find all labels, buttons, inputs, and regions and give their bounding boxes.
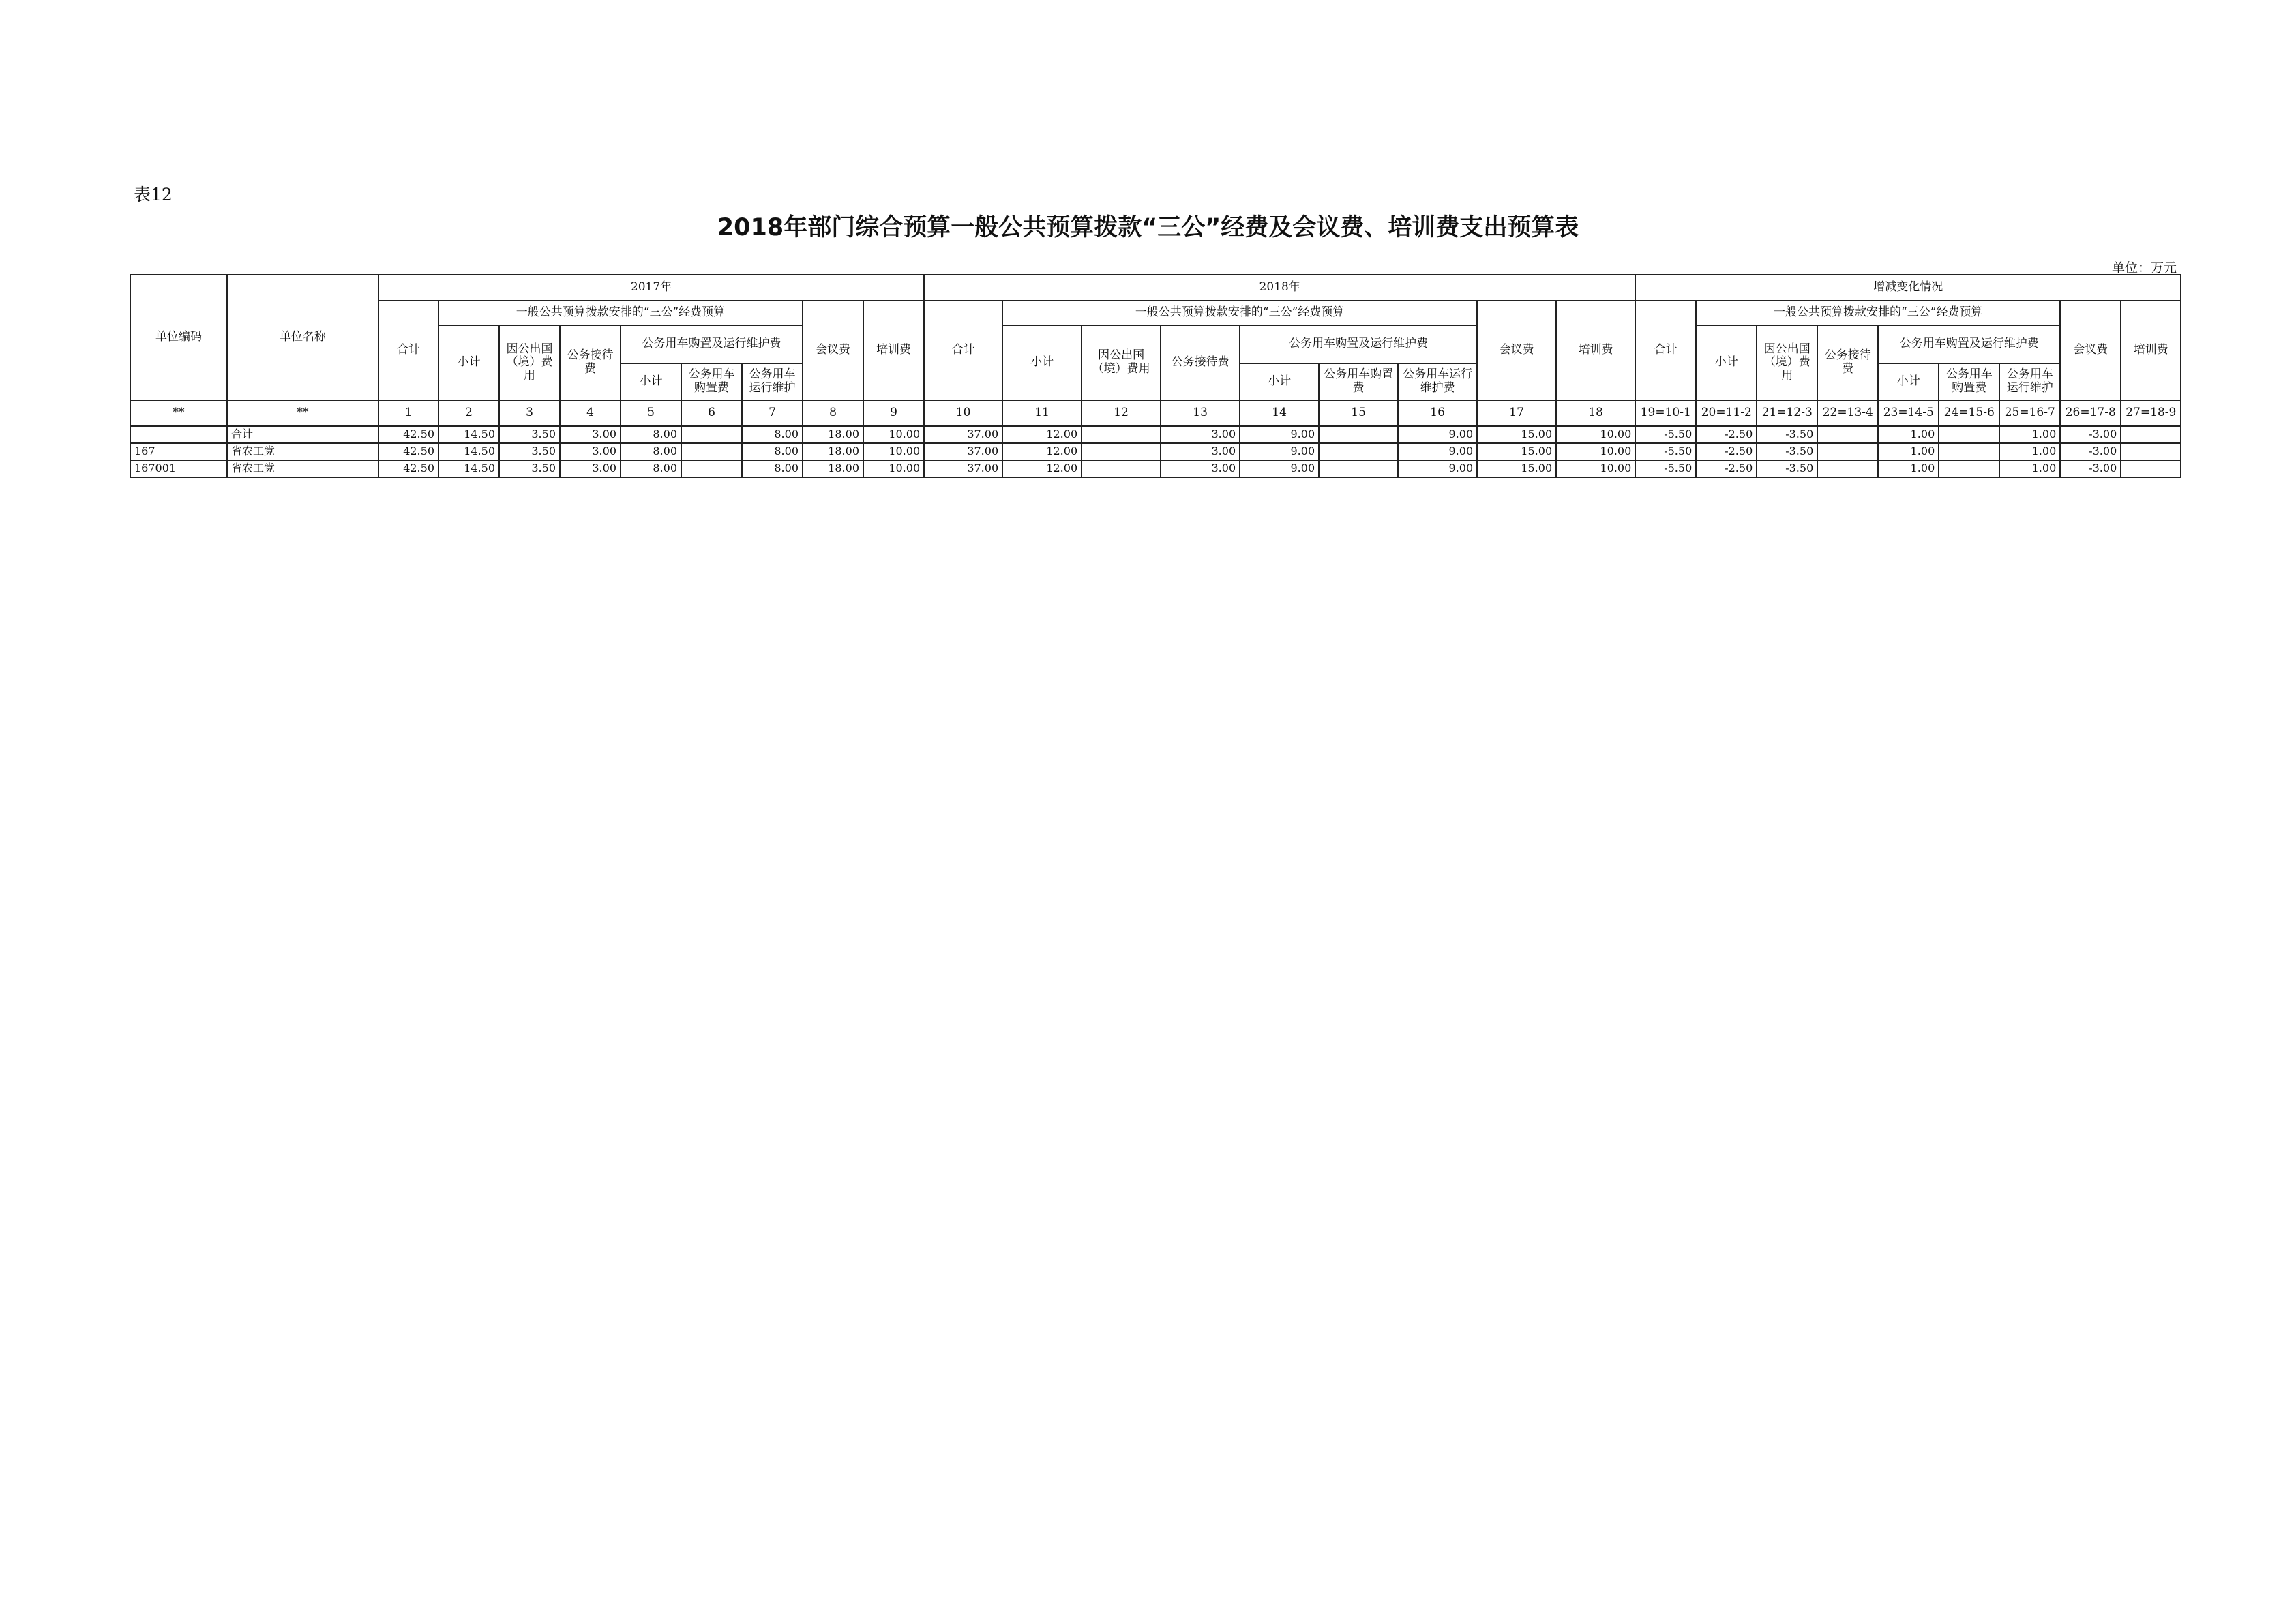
header-change: 增减变化情况	[1635, 275, 2181, 301]
value-cell: 8.00	[621, 443, 681, 460]
value-cell: 10.00	[1556, 426, 1635, 443]
value-cell	[2121, 443, 2181, 460]
header-vehicle-maint-change: 公务用车运行维护	[1999, 363, 2060, 400]
header-sangong-change: 一般公共预算拨款安排的“三公”经费预算	[1696, 301, 2060, 325]
value-cell: 3.00	[560, 443, 621, 460]
header-subtotal-change: 小计	[1696, 325, 1757, 400]
header-meeting-2018: 会议费	[1477, 301, 1556, 400]
header-reception-2018: 公务接待费	[1161, 325, 1240, 400]
unit-code-cell: 167001	[130, 460, 227, 477]
header-sangong-2018: 一般公共预算拨款安排的“三公”经费预算	[1002, 301, 1477, 325]
value-cell	[1082, 426, 1161, 443]
header-year-2017: 2017年	[378, 275, 924, 301]
value-cell: 8.00	[742, 426, 803, 443]
value-cell: 37.00	[924, 443, 1002, 460]
value-cell	[1817, 443, 1878, 460]
column-number: 7	[742, 400, 803, 426]
value-cell: 1.00	[1878, 443, 1939, 460]
unit-code-cell: 167	[130, 443, 227, 460]
column-number: 15	[1319, 400, 1398, 426]
value-cell	[1939, 426, 1999, 443]
column-number: 27=18-9	[2121, 400, 2181, 426]
column-number: 19=10-1	[1635, 400, 1696, 426]
header-meeting-change: 会议费	[2060, 301, 2121, 400]
column-number: 1	[378, 400, 438, 426]
value-cell: 1.00	[1999, 426, 2060, 443]
value-cell	[1939, 460, 1999, 477]
value-cell: 3.00	[1161, 426, 1240, 443]
header-meeting-2017: 会议费	[803, 301, 863, 400]
column-number: 16	[1398, 400, 1477, 426]
header-vehicle-change: 公务用车购置及运行维护费	[1878, 325, 2060, 363]
value-cell: 14.50	[438, 460, 499, 477]
value-cell: -3.50	[1757, 460, 1817, 477]
column-number: 22=13-4	[1817, 400, 1878, 426]
column-number: 11	[1002, 400, 1082, 426]
value-cell: 15.00	[1477, 443, 1556, 460]
budget-table	[130, 274, 2181, 478]
header-unit-code: 单位编码	[130, 275, 227, 400]
header-abroad-2018: 因公出国（境）费用	[1082, 325, 1161, 400]
header-subtotal-2017: 小计	[438, 325, 499, 400]
header-vehicle-maint-2018: 公务用车运行维护费	[1398, 363, 1477, 400]
value-cell: 8.00	[621, 426, 681, 443]
header-vehicle-purchase-2018: 公务用车购置费	[1319, 363, 1398, 400]
header-training-2018: 培训费	[1556, 301, 1635, 400]
value-cell: -3.00	[2060, 460, 2121, 477]
unit-note: 单位：万元	[2111, 260, 2177, 275]
header-training-2017: 培训费	[863, 301, 924, 400]
value-cell: 3.00	[1161, 443, 1240, 460]
header-abroad-change: 因公出国（境）费用	[1757, 325, 1817, 400]
value-cell: 12.00	[1002, 460, 1082, 477]
value-cell: 18.00	[803, 460, 863, 477]
header-vehicle-subtotal-2017: 小计	[621, 363, 681, 400]
column-number: 9	[863, 400, 924, 426]
column-number: 10	[924, 400, 1002, 426]
header-abroad-2017: 因公出国（境）费用	[499, 325, 560, 400]
header-total-2017: 合计	[378, 301, 438, 400]
value-cell	[681, 443, 742, 460]
header-unit-name: 单位名称	[227, 275, 378, 400]
value-cell: 15.00	[1477, 426, 1556, 443]
value-cell: 12.00	[1002, 443, 1082, 460]
value-cell	[681, 460, 742, 477]
header-vehicle-2017: 公务用车购置及运行维护费	[621, 325, 803, 363]
value-cell: 3.50	[499, 460, 560, 477]
table-body	[130, 426, 2181, 477]
value-cell: -2.50	[1696, 460, 1757, 477]
value-cell: 3.50	[499, 426, 560, 443]
table-label: 表12	[134, 185, 173, 205]
value-cell: 18.00	[803, 426, 863, 443]
value-cell: 8.00	[621, 460, 681, 477]
value-cell: 10.00	[1556, 460, 1635, 477]
value-cell	[681, 426, 742, 443]
unit-name-cell: 省农工党	[227, 443, 378, 460]
column-number: 20=11-2	[1696, 400, 1757, 426]
value-cell: 3.00	[560, 460, 621, 477]
value-cell: 9.00	[1240, 443, 1319, 460]
value-cell: 9.00	[1240, 426, 1319, 443]
value-cell	[1939, 443, 1999, 460]
value-cell: 8.00	[742, 460, 803, 477]
value-cell: 9.00	[1398, 443, 1477, 460]
value-cell: 10.00	[863, 426, 924, 443]
value-cell	[1817, 426, 1878, 443]
column-number: **	[130, 400, 227, 426]
value-cell: 14.50	[438, 426, 499, 443]
header-vehicle-purchase-2017: 公务用车购置费	[681, 363, 742, 400]
value-cell: 10.00	[863, 443, 924, 460]
value-cell	[1319, 460, 1398, 477]
value-cell: -2.50	[1696, 443, 1757, 460]
value-cell: 42.50	[378, 443, 438, 460]
value-cell	[1817, 460, 1878, 477]
value-cell: 18.00	[803, 443, 863, 460]
value-cell: 15.00	[1477, 460, 1556, 477]
value-cell: -5.50	[1635, 426, 1696, 443]
header-reception-2017: 公务接待费	[560, 325, 621, 400]
column-number: 26=17-8	[2060, 400, 2121, 426]
column-number: 23=14-5	[1878, 400, 1939, 426]
value-cell	[2121, 460, 2181, 477]
unit-name-cell: 合计	[227, 426, 378, 443]
column-number: 2	[438, 400, 499, 426]
value-cell	[1319, 426, 1398, 443]
column-number: 25=16-7	[1999, 400, 2060, 426]
header-vehicle-subtotal-change: 小计	[1878, 363, 1939, 400]
header-vehicle-purchase-change: 公务用车购置费	[1939, 363, 1999, 400]
column-number: **	[227, 400, 378, 426]
value-cell: 12.00	[1002, 426, 1082, 443]
header-year-2018: 2018年	[924, 275, 1635, 301]
value-cell	[1319, 443, 1398, 460]
header-subtotal-2018: 小计	[1002, 325, 1082, 400]
value-cell: -3.00	[2060, 443, 2121, 460]
header-total-change: 合计	[1635, 301, 1696, 400]
value-cell: 3.00	[560, 426, 621, 443]
value-cell: 37.00	[924, 460, 1002, 477]
value-cell: 42.50	[378, 426, 438, 443]
value-cell: 1.00	[1999, 460, 2060, 477]
column-number: 3	[499, 400, 560, 426]
value-cell	[1082, 460, 1161, 477]
column-number: 12	[1082, 400, 1161, 426]
value-cell: 3.00	[1161, 460, 1240, 477]
column-number: 24=15-6	[1939, 400, 1999, 426]
value-cell: -2.50	[1696, 426, 1757, 443]
column-number: 17	[1477, 400, 1556, 426]
header-total-2018: 合计	[924, 301, 1002, 400]
value-cell: -5.50	[1635, 460, 1696, 477]
value-cell: 37.00	[924, 426, 1002, 443]
value-cell: 1.00	[1878, 460, 1939, 477]
value-cell: 1.00	[1999, 443, 2060, 460]
table-row	[130, 443, 2181, 460]
table-row	[130, 426, 2181, 443]
value-cell: -5.50	[1635, 443, 1696, 460]
header-vehicle-2018: 公务用车购置及运行维护费	[1240, 325, 1477, 363]
value-cell: -3.50	[1757, 443, 1817, 460]
column-number: 13	[1161, 400, 1240, 426]
value-cell: 14.50	[438, 443, 499, 460]
value-cell	[2121, 426, 2181, 443]
value-cell: 9.00	[1398, 460, 1477, 477]
value-cell: 42.50	[378, 460, 438, 477]
header-reception-change: 公务接待费	[1817, 325, 1878, 400]
column-number: 18	[1556, 400, 1635, 426]
unit-code-cell	[130, 426, 227, 443]
header-training-change: 培训费	[2121, 301, 2181, 400]
column-number: 6	[681, 400, 742, 426]
value-cell: 9.00	[1398, 426, 1477, 443]
column-number: 4	[560, 400, 621, 426]
value-cell: 8.00	[742, 443, 803, 460]
value-cell: 3.50	[499, 443, 560, 460]
value-cell: -3.50	[1757, 426, 1817, 443]
column-number: 8	[803, 400, 863, 426]
value-cell: 10.00	[1556, 443, 1635, 460]
value-cell: 10.00	[863, 460, 924, 477]
value-cell: -3.00	[2060, 426, 2121, 443]
header-vehicle-subtotal-2018: 小计	[1240, 363, 1319, 400]
value-cell	[1082, 443, 1161, 460]
value-cell: 9.00	[1240, 460, 1319, 477]
page-title: 2018年部门综合预算一般公共预算拨款“三公”经费及会议费、培训费支出预算表	[717, 214, 1579, 241]
header-vehicle-maint-2017: 公务用车运行维护	[742, 363, 803, 400]
column-number: 14	[1240, 400, 1319, 426]
value-cell: 1.00	[1878, 426, 1939, 443]
header-sangong-2017: 一般公共预算拨款安排的“三公”经费预算	[438, 301, 803, 325]
column-number-row	[130, 400, 2181, 426]
table-row	[130, 460, 2181, 477]
column-number: 21=12-3	[1757, 400, 1817, 426]
column-number: 5	[621, 400, 681, 426]
unit-name-cell: 省农工党	[227, 460, 378, 477]
